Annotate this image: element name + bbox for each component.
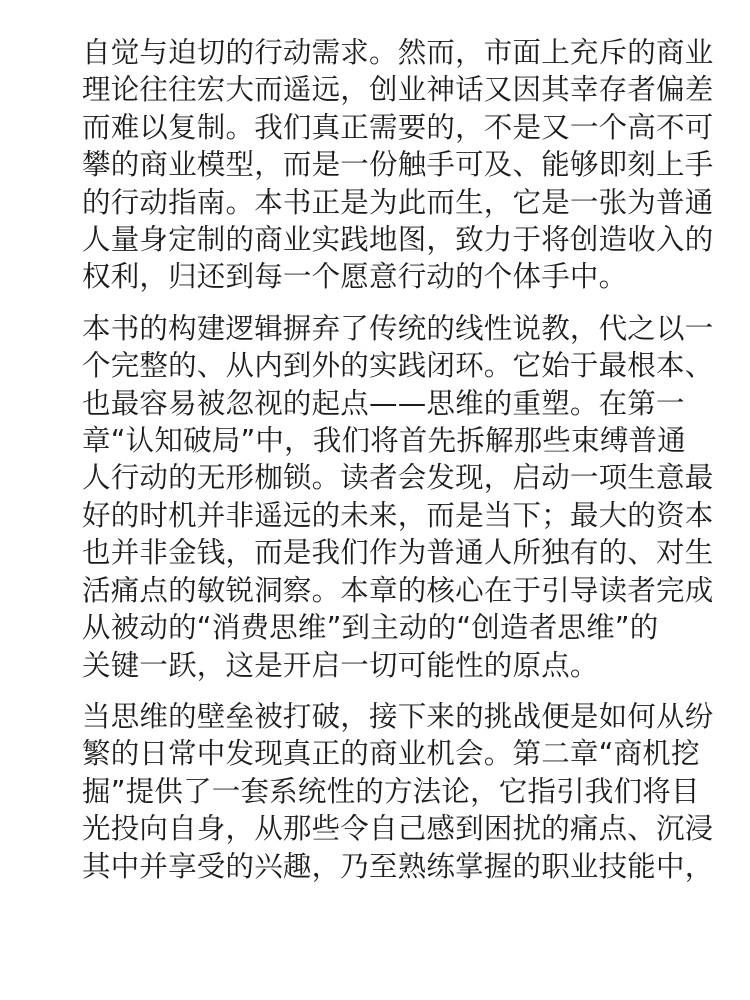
text-line: 繁的日常中发现真正的商业机会。第二章“商机挖 — [82, 737, 700, 771]
text-line: 光投向自身，从那些令自己感到困扰的痛点、沉浸 — [82, 812, 714, 846]
text-line: 人量身定制的商业实践地图，致力于将创造收入的 — [82, 223, 714, 257]
paragraph-2 — [82, 310, 714, 684]
text-line: 本书的构建逻辑摒弃了传统的线性说教，代之以一 — [82, 311, 714, 345]
text-line: 当思维的壁垒被打破，接下来的挑战便是如何从纷 — [82, 699, 714, 733]
text-line: 也最容易被忽视的起点——思维的重塑。在第一 — [82, 386, 685, 420]
text-line: 个完整的、从内到外的实践闭环。它始于最根本、 — [82, 349, 714, 383]
text-line: 从被动的“消费思维”到主动的“创造者思维”的 — [82, 611, 659, 645]
text-line: 攀的商业模型，而是一份触手可及、能够即刻上手 — [82, 148, 714, 182]
text-line: 人行动的无形枷锁。读者会发现，启动一项生意最 — [82, 461, 714, 495]
text-line: 理论往往宏大而遥远，创业神话又因其幸存者偏差 — [82, 73, 714, 107]
text-line: 的行动指南。本书正是为此而生，它是一张为普通 — [82, 185, 714, 219]
text-line: 自觉与迫切的行动需求。然而，市面上充斥的商业 — [82, 36, 714, 69]
text-line: 也并非金钱，而是我们作为普通人所独有的、对生 — [82, 536, 714, 570]
text-line: 关键一跃，这是开启一切可能性的原点。 — [82, 648, 599, 682]
text-line: 其中并享受的兴趣，乃至熟练掌握的职业技能中， — [82, 849, 714, 883]
text-line: 掘”提供了一套系统性的方法论，它指引我们将目 — [82, 774, 700, 808]
text-line: 权利，归还到每一个愿意行动的个体手中。 — [82, 260, 628, 294]
paragraph-3 — [82, 698, 714, 885]
text-line: 章“认知破局”中，我们将首先拆解那些束缚普通 — [82, 424, 686, 458]
paragraph-1 — [82, 34, 714, 296]
text-line: 活痛点的敏锐洞察。本章的核心在于引导读者完成 — [82, 573, 714, 607]
text-line: 而难以复制。我们真正需要的，不是又一个高不可 — [82, 110, 714, 144]
text-line: 好的时机并非遥远的未来，而是当下；最大的资本 — [82, 498, 714, 532]
